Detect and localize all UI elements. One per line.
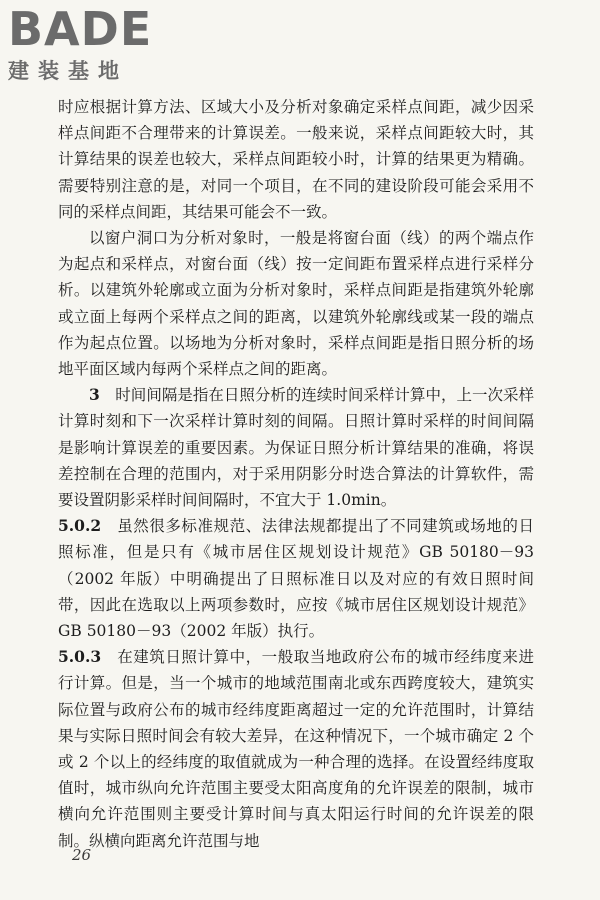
publisher-logo (8, 2, 178, 86)
paragraph-window-sampling (58, 225, 534, 382)
page-number: 26 (72, 846, 92, 864)
paragraph-item-3 (58, 382, 534, 513)
paragraph-text: 时应根据计算方法、区域大小及分析对象确定采样点间距，减少因采样点间距不合理带来的计算误差。一般来说，采样点间距较大时，其计算结果的误差也较大，采样点间距较小时，计算的结果更为精确。需要特别注意的是，对同一个项目，在不同的建设阶段可能会采用不同的采样点间距，其结果可能会不一致。 (58, 98, 534, 221)
paragraph-clause-5-0-3 (58, 644, 534, 854)
logo-subtitle: 建装基地 (8, 59, 128, 83)
paragraph-text: 以窗户洞口为分析对象时，一般是将窗台面（线）的两个端点作为起点和采样点，对窗台面（线）按一定间距布置采样点进行采样分析。以建筑外轮廓或立面为分析对象时，采样点间距是指建筑外轮廓或立面上每两个采样点之间的距离，以建筑外轮廓线或某一段的端点作为起点位置。以场地为分析对象时，采样点间距是指日照分析的场地平面区域内每两个采样点之间的距离。 (58, 229, 534, 379)
logo-wordmark: BADE (8, 2, 153, 56)
paragraph-continuation (58, 94, 534, 225)
clause-number: 5.0.2 (58, 516, 102, 536)
paragraph-text: 时间间隔是指在日照分析的连续时间采样计算中，上一次采样计算时刻和下一次采样计算时刻的间隔。日照计算时采样的时间间隔是影响计算误差的重要因素。为保证日照分析计算结果的准确，将误差控制在合理的范围内，对于采用阴影分时迭合算法的计算软件，需要设置阴影采样时间间隔时，不宜大于 1.0min。 (58, 386, 534, 510)
page-body (58, 94, 534, 854)
paragraph-text: 虽然很多标准规范、法律法规都提出了不同建筑或场地的日照标准，但是只有《城市居住区规划设计规范》GB 50180－93（2002 年版）中明确提出了日照标准日以及对应的有效日照时间带，因此在选取以上两项参数时，应按《城市居住区规划设计规范》GB 50180－93（2002 年版）执行。 (58, 517, 534, 641)
paragraph-clause-5-0-2 (58, 513, 534, 644)
paragraph-text: 在建筑日照计算中，一般取当地政府公布的城市经纬度来进行计算。但是，当一个城市的地域范围南北或东西跨度较大，建筑实际位置与政府公布的城市经纬度距离超过一定的允许范围时，计算结果与实际日照时间会有较大差异，在这种情况下，一个城市确定 2 个或 2 个以上的经纬度的取值就成为一种合理的选择。在设置经纬度取值时，城市纵向允许范围主要受太阳高度角的允许误差的限制，城市横向允许范围则主要受计算时间与真太阳运行时间的允许误差的限制。纵横向距离允许范围与地 (58, 648, 534, 850)
clause-number: 5.0.3 (58, 647, 102, 667)
item-number: 3 (89, 385, 100, 405)
